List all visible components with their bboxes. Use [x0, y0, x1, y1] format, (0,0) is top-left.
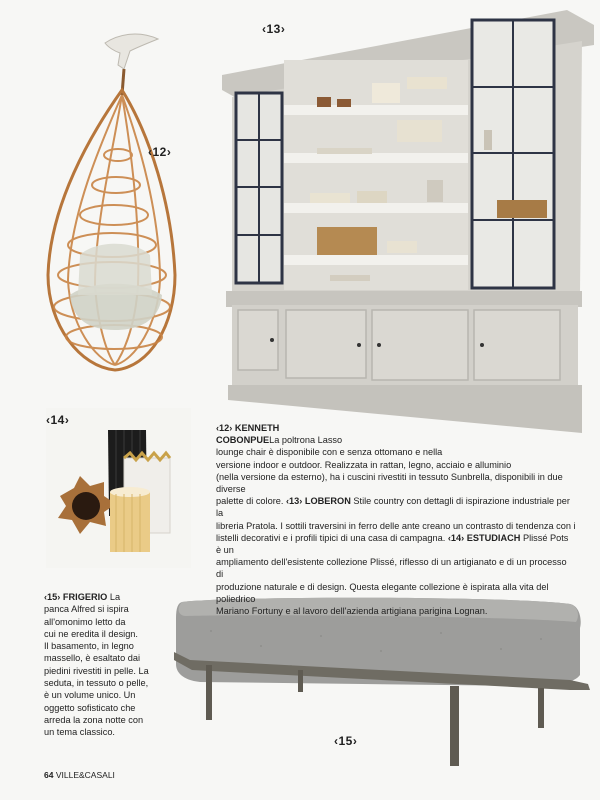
caption-line-3 — [206, 446, 576, 458]
frigerio-text-0: La — [109, 592, 121, 602]
frigerio-text-11: un tema classico. — [44, 727, 115, 738]
bookcase-photo — [222, 5, 594, 435]
brand-frigerio: FRIGERIO — [62, 592, 108, 602]
label-15: ‹15› — [334, 734, 358, 748]
caption-line-4 — [206, 459, 576, 471]
label-12: ‹12› — [148, 145, 172, 159]
tag-15: ‹15› — [44, 592, 61, 602]
frigerio-text-5: massello, è esaltato dai — [44, 653, 141, 664]
caption-line-8 — [206, 532, 576, 556]
frigerio-text-4: Il basamento, in legno — [44, 641, 134, 652]
bench-photo — [170, 590, 595, 775]
frigerio-line-1 — [44, 591, 174, 603]
caption-12-b: lounge chair è disponibile con e senza ottomano e nella — [216, 447, 443, 458]
label-14: ‹14› — [46, 413, 70, 427]
caption-line-9 — [206, 556, 576, 580]
main-caption — [206, 422, 576, 617]
caption-line-7 — [206, 520, 576, 532]
caption-14-c: produzione naturale e di design. Questa elegante collezione è ispirata alla vita del poliedrico — [216, 581, 549, 604]
caption-13-a: Stile country con dettagli di ispirazione industriale per la — [216, 496, 570, 519]
frigerio-text-2: all'omonimo letto da — [44, 616, 126, 627]
hanging-chair-photo — [40, 25, 185, 375]
caption-line-1 — [206, 422, 576, 434]
frigerio-text-3: cui ne eredita il design. — [44, 628, 138, 639]
caption-line-5 — [206, 471, 576, 495]
caption-line-10 — [206, 581, 576, 605]
frigerio-text-7: seduta, in tessuto o pelle, — [44, 678, 149, 689]
frigerio-caption — [44, 591, 174, 739]
caption-12-d: (nella versione da esterno), ha i cuscini rivestiti in tessuto Sunbrella, disponibili in due diverse — [216, 471, 563, 495]
caption-12-a: La poltrona Lasso — [269, 435, 343, 446]
caption-12-c: versione indoor e outdoor. Realizzata in rattan, legno, acciaio e alluminio — [216, 459, 512, 470]
frigerio-text-1: panca Alfred si ispira — [44, 604, 129, 615]
frigerio-text-6: piedini rivestiti in pelle. La — [44, 665, 149, 676]
caption-12-e: palette di colore. — [216, 496, 284, 507]
brand-estudiach: ESTUDIACH — [466, 532, 521, 543]
caption-14-a: Plissé Pots è un — [216, 532, 569, 556]
caption-13-b: libreria Pratola. I sottili traversini in ferro delle ante creano un contrasto di tendenza con i — [216, 520, 576, 531]
caption-line-2 — [206, 434, 576, 446]
page-number: 64 — [44, 770, 54, 780]
caption-line-6 — [206, 495, 576, 519]
caption-line-11 — [206, 605, 576, 617]
tag-14: ‹14› — [447, 532, 465, 543]
frigerio-text-10: arreda la zona notte con — [44, 714, 144, 725]
caption-14-d: Mariano Fortuny e al lavoro dell'azienda artigiana parigina Lognan. — [216, 606, 488, 617]
plisse-pots-photo — [46, 408, 191, 568]
magazine-name: VILLE&CASALI — [55, 770, 115, 780]
page-footer — [44, 770, 115, 780]
brand-kenneth: KENNETH — [234, 423, 280, 433]
tag-12: ‹12› — [216, 423, 233, 433]
frigerio-text-8: è un volume unico. Un — [44, 690, 136, 701]
caption-14-b: ampliamento dell'esistente collezione Plissé, riflesso di un artigianato e di un processo di — [216, 557, 567, 580]
brand-loberon: LOBERON — [304, 496, 351, 507]
brand-cobonpue: COBONPUE — [216, 435, 270, 446]
frigerio-text-9: oggetto sofisticato che — [44, 702, 136, 713]
caption-13-c: listelli decorativi e i profili tipici di una casa di campagna. — [216, 532, 446, 543]
label-13: ‹13› — [262, 22, 286, 36]
tag-13: ‹13› — [285, 496, 303, 507]
